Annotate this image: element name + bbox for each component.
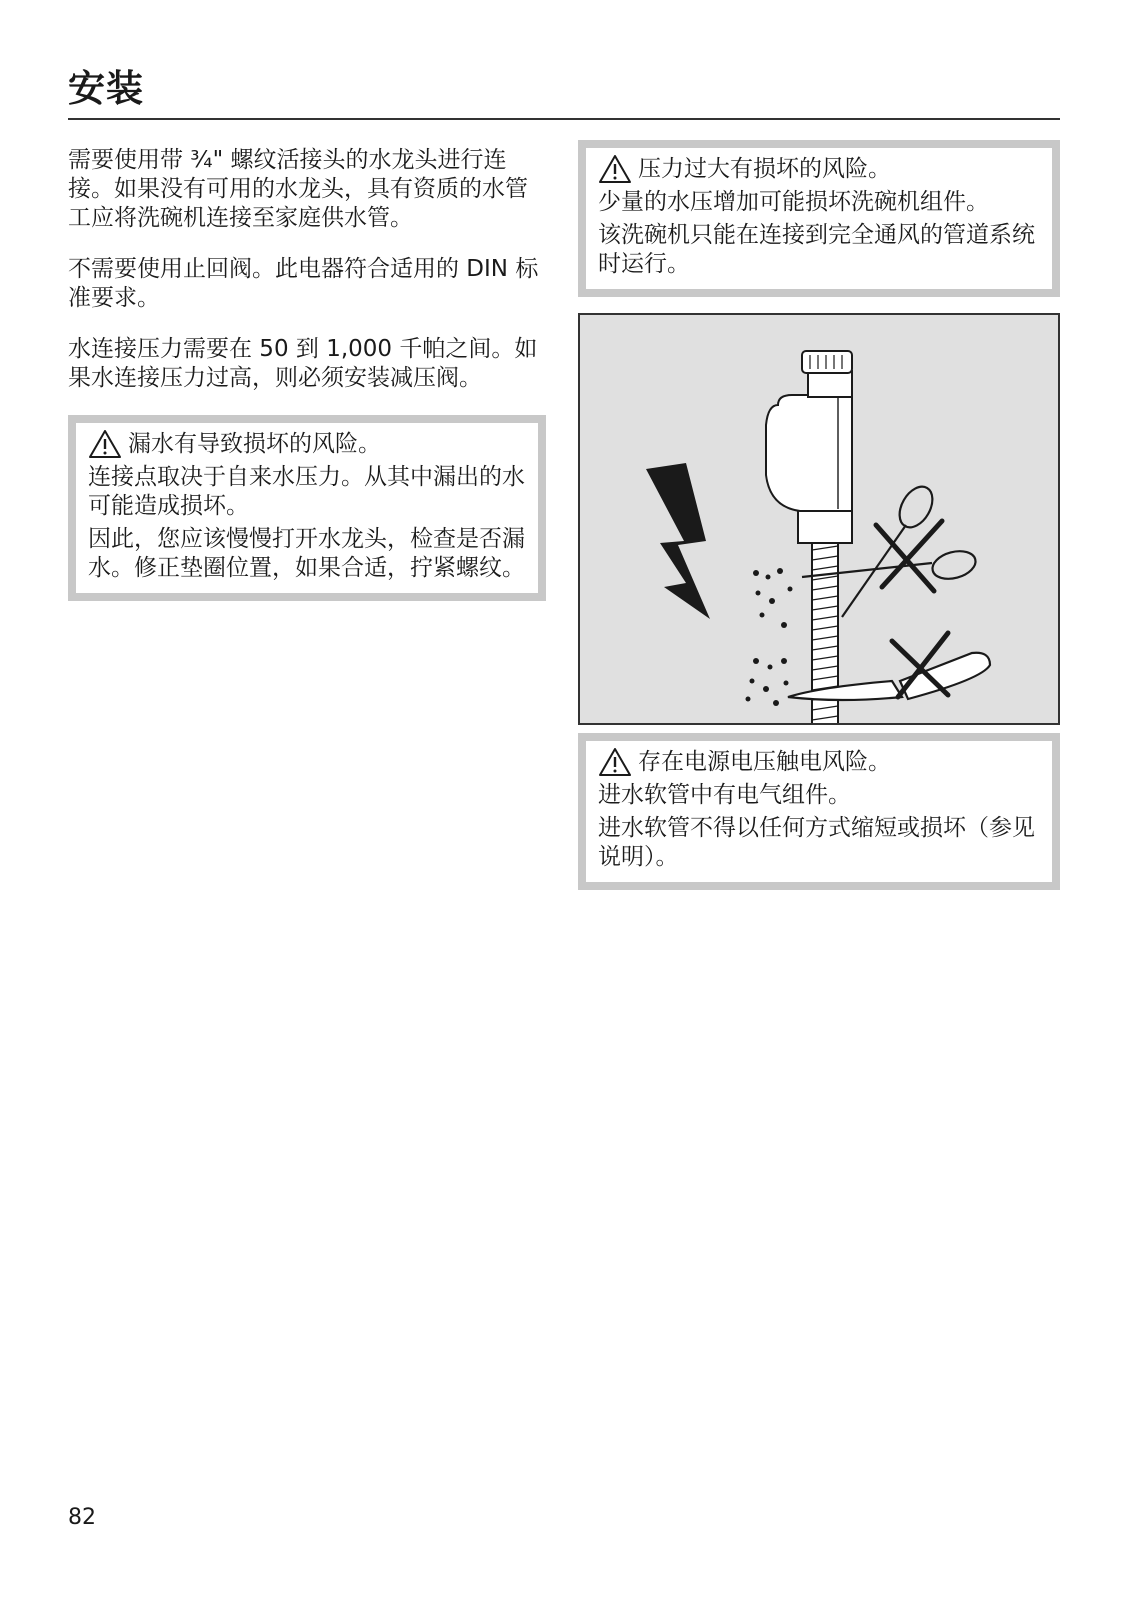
paragraph-pressure: 水连接压力需要在 50 到 1,000 千帕之间。如果水连接压力过高，则必须安装减压阀。 bbox=[68, 336, 538, 391]
warning-pressure-line: 少量的水压增加可能损坏洗碗机组件。 bbox=[598, 189, 989, 215]
title-divider bbox=[68, 118, 1060, 120]
water-drops bbox=[746, 568, 793, 706]
warning-box-pressure bbox=[578, 140, 1060, 297]
warning-leak-heading: 漏水有导致损坏的风险。 bbox=[128, 430, 381, 457]
warning-leak-line: 连接点取决于自来水压力。从其中漏出的水可能造成损坏。 bbox=[88, 464, 525, 519]
page-title: 安装 bbox=[68, 67, 144, 110]
warning-pressure-line: 该洗碗机只能在连接到完全通风的管道系统时运行。 bbox=[598, 222, 1035, 277]
hose-illustration-drawing bbox=[580, 315, 1058, 723]
paragraph-check-valve: 不需要使用止回阀。此电器符合适用的 DIN 标准要求。 bbox=[68, 256, 539, 311]
warning-electric-line: 进水软管中有电气组件。 bbox=[598, 782, 851, 808]
warning-triangle-icon bbox=[598, 154, 632, 184]
page-number: 82 bbox=[68, 1505, 96, 1530]
paragraph-connection: 需要使用带 ¾" 螺纹活接头的水龙头进行连接。如果没有可用的水龙头，具有资质的水管工应将洗碗机连接至家庭供水管。 bbox=[68, 147, 528, 231]
warning-box-leak bbox=[68, 415, 546, 601]
warning-leak-line: 因此，您应该慢慢打开水龙头，检查是否漏水。修正垫圈位置，如果合适，拧紧螺纹。 bbox=[88, 526, 525, 581]
warning-pressure-heading: 压力过大有损坏的风险。 bbox=[638, 155, 891, 182]
warning-electric-heading: 存在电源电压触电风险。 bbox=[638, 748, 891, 775]
hose-illustration bbox=[578, 313, 1060, 725]
warning-triangle-icon bbox=[598, 747, 632, 777]
lightning-bolt-icon bbox=[646, 463, 710, 619]
left-column bbox=[68, 146, 546, 601]
warning-box-electric bbox=[578, 733, 1060, 890]
warning-triangle-icon bbox=[88, 429, 122, 459]
right-column bbox=[578, 140, 1060, 890]
warning-electric-line: 进水软管不得以任何方式缩短或损坏（参见说明）。 bbox=[598, 815, 1035, 870]
